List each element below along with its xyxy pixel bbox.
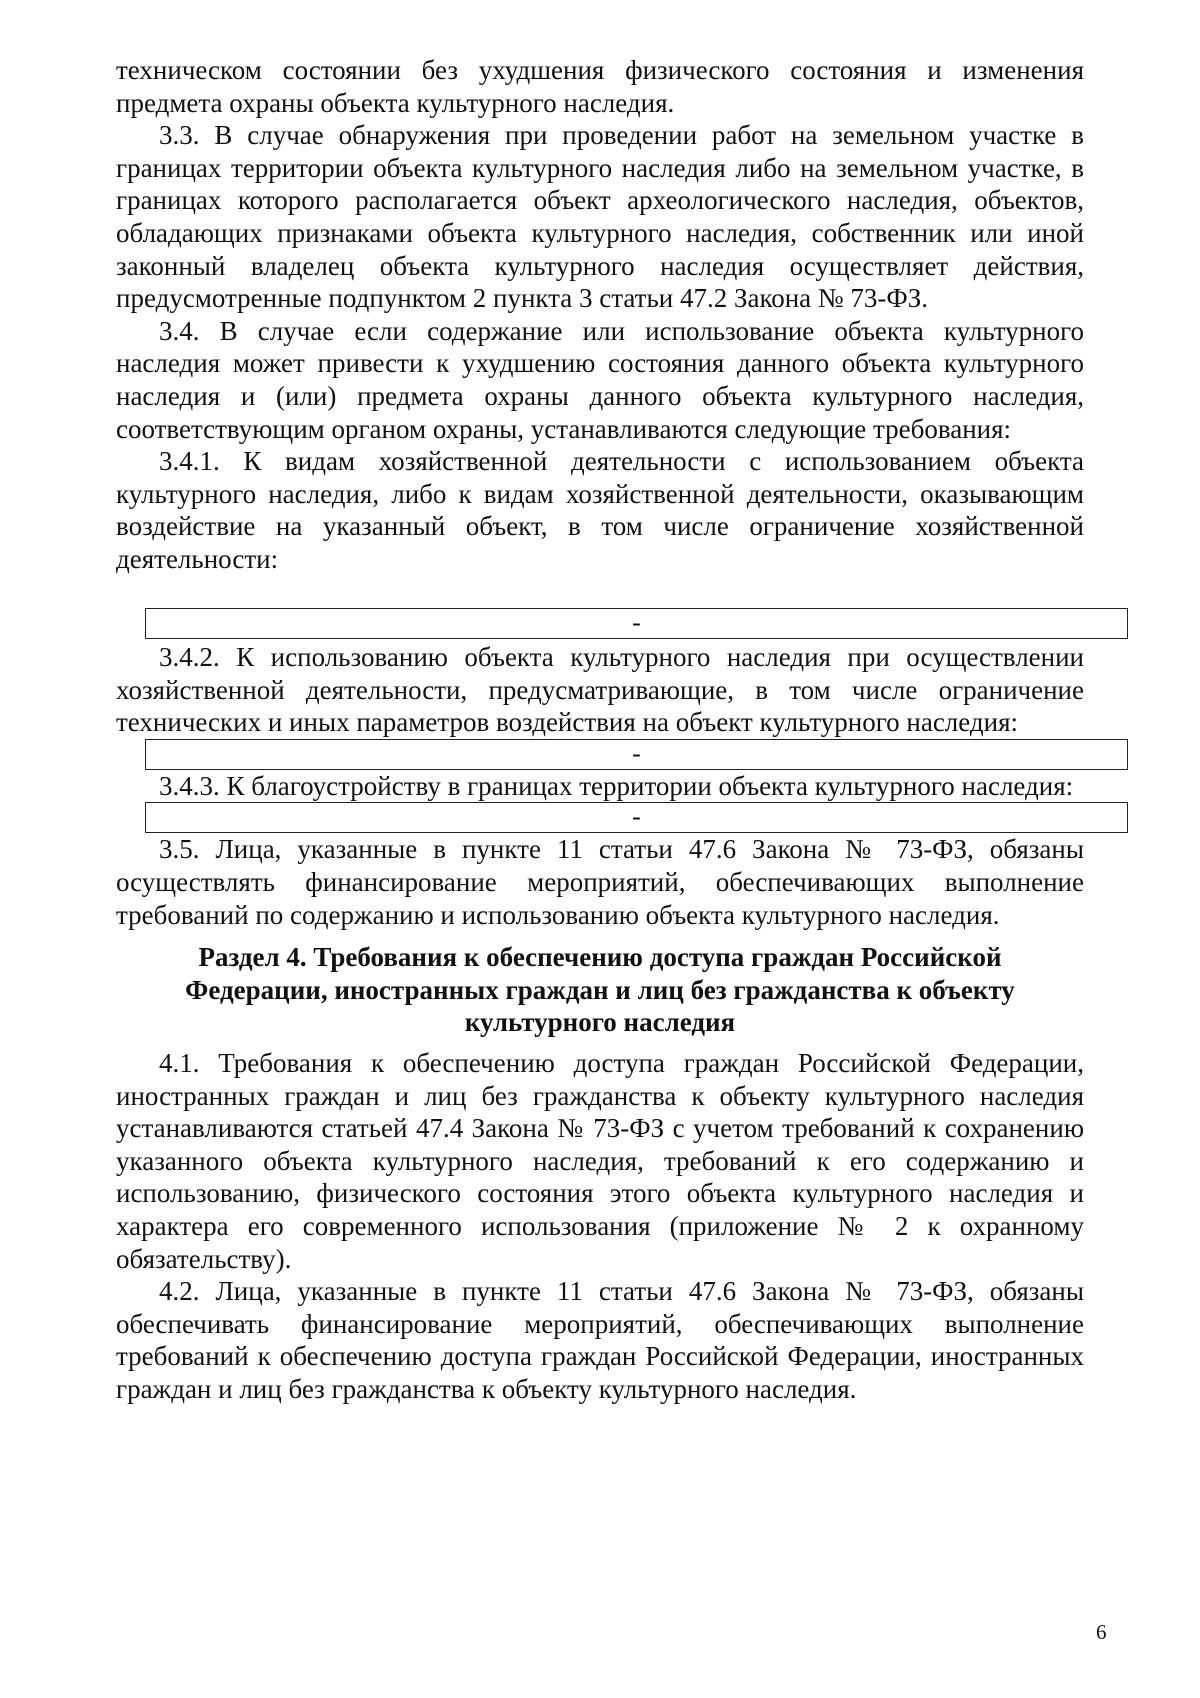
paragraph-3-4-1: 3.4.1. К видам хозяйственной деятельности с использованием объекта культурного наследия, либо к видам хозяйственной деятельности, оказывающим воздействие на указанный объект, в том числе ограничение хозяйственной деятельности: (116, 446, 1084, 574)
paragraph-3-4-2: 3.4.2. К использованию объекта культурного наследия при осуществлении хозяйственной деятельности, предусматривающие, в том числе ограничение технических и иных параметров воздействия на объект культурного наследия: (116, 642, 1084, 738)
section-4-heading-line-3: культурного наследия (464, 1007, 736, 1038)
requirement-box-3: - (145, 802, 1128, 833)
paragraph-3-4: 3.4. В случае если содержание или использование объекта культурного наследия может привести к ухудшению состояния данного объекта культурного наследия и (или) предмета охраны данного объекта культурного наследия, соответствующим органом охраны, устанавливаются следующие требования: (116, 315, 1084, 444)
page-number: 6 (1096, 1620, 1107, 1644)
paragraph-4-1: 4.1. Требования к обеспечению доступа граждан Российской Федерации, иностранных граждан и лиц без гражданства к объекту культурного наследия устанавливаются статьей 47.4 Закона № 73-ФЗ с учетом требований к сохранению указанного объекта культурного наследия, требований к его содержанию и использованию, физического состояния этого объекта культурного наследия и характера его современного использования (приложение № 2 к охранному обязательству). (116, 1048, 1084, 1274)
document-page (116, 54, 1084, 1406)
requirement-box-2: - (145, 739, 1128, 770)
paragraph-4-2: 4.2. Лица, указанные в пункте 11 статьи 47.6 Закона № 73-ФЗ, обязаны обеспечивать финансирование мероприятий, обеспечивающих выполнение требований к обеспечению доступа граждан Российской Федерации, иностранных граждан и лиц без гражданства к объекту культурного наследия. (116, 1276, 1084, 1404)
blank-line (116, 576, 1084, 609)
section-4-heading (116, 941, 1084, 1039)
section-4-heading-line-2: Федерации, иностранных граждан и лиц без гражданства к объекту (185, 974, 1015, 1005)
section-4-heading-line-1: Раздел 4. Требования к обеспечению доступа граждан Российской (198, 942, 1002, 973)
paragraph-3-3: 3.3. В случае обнаружения при проведении работ на земельном участке в границах территории объекта культурного наследия либо на земельном участке, в границах которого располагается объект археологического наследия, объектов, обладающих признаками объекта культурного наследия, собственник или иной законный владелец объекта культурного наследия осуществляет действия, предусмотренные подпунктом 2 пункта 3 статьи 47.2 Закона № 73-ФЗ. (116, 120, 1084, 314)
requirement-box-1: - (145, 608, 1128, 639)
paragraph-3-5: 3.5. Лица, указанные в пункте 11 статьи 47.6 Закона № 73-ФЗ, обязаны осуществлять финансирование мероприятий, обеспечивающих выполнение требований по содержанию и использованию объекта культурного наследия. (116, 834, 1084, 930)
paragraph-continuation: техническом состоянии без ухудшения физического состояния и изменения предмета охраны объекта культурного наследия. (116, 55, 1084, 118)
paragraph-3-4-3: 3.4.3. К благоустройству в границах территории объекта культурного наследия: (159, 770, 1074, 801)
